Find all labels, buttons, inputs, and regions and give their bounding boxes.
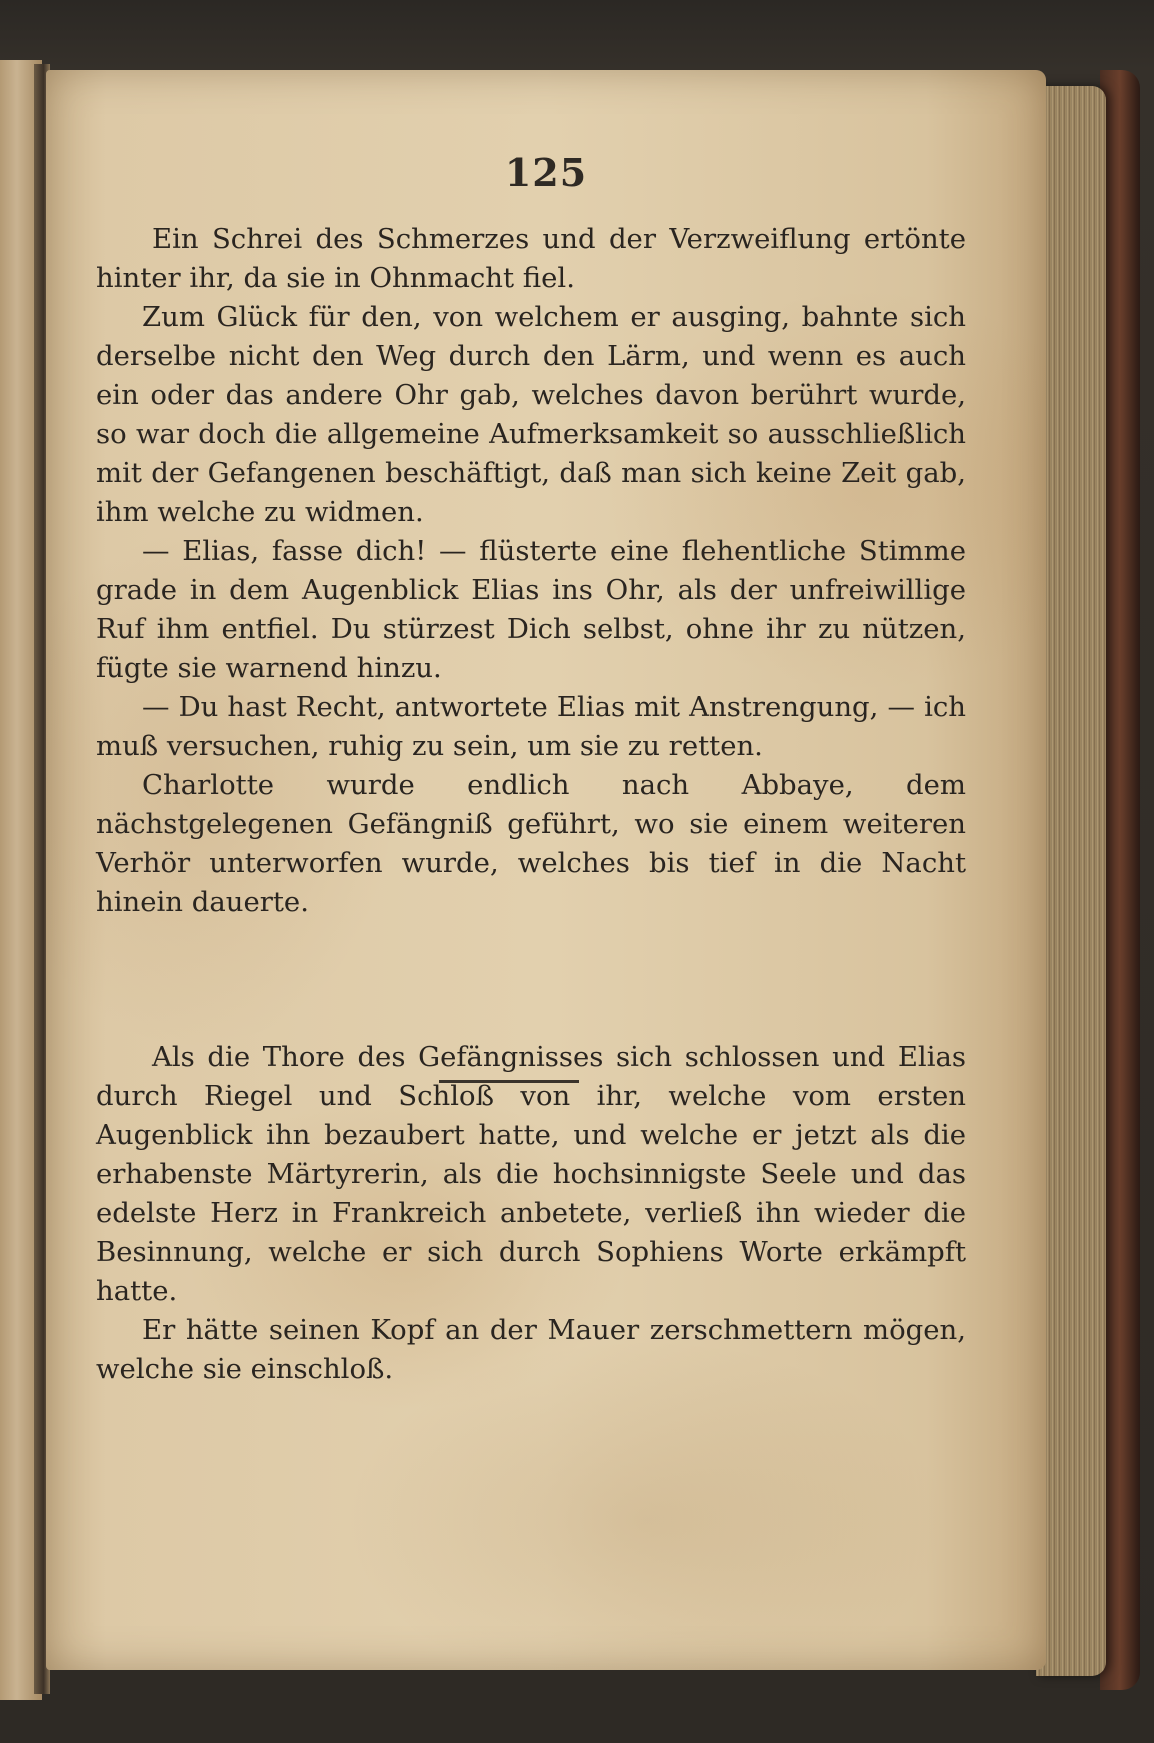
- paragraph: — Du hast Recht, antwortete Elias mit Anstrengung, — ich muß versuchen, ruhig zu sein, um sie zu retten.: [96, 691, 966, 762]
- paragraph: Charlotte wurde endlich nach Abbaye, dem nächstgelegenen Gefängniß geführt, wo sie einem weiteren Verhör unterworfen wurde, welches bis tief in die Nacht hinein dauerte.: [96, 769, 966, 918]
- text-section-1: [96, 220, 966, 922]
- text-section-2: [96, 1038, 966, 1389]
- page-number: 125: [504, 150, 588, 195]
- paragraph: Als die Thore des Gefängnisses sich schlossen und Elias durch Riegel und Schloß von ihr, welche vom ersten Augenblick ihn bezaubert hatte, und welche er jetzt als die erhabenste Märtyrerin, als die hochsinnigste Seele und das edelste Herz in Frankreich anbetete, verließ ihn wieder die Besinnung, welche er sich durch Sophiens Worte erkämpft hatte.: [96, 1041, 966, 1307]
- paragraph: Er hätte seinen Kopf an der Mauer zerschmettern mögen, welche sie einschloß.: [96, 1314, 966, 1385]
- paragraph: — Elias, fasse dich! — flüsterte eine flehentliche Stimme grade in dem Augenblick Elias ins Ohr, als der unfreiwillige Ruf ihm entfiel. Du stürzest Dich selbst, ohne ihr zu nützen, fügte sie warnend hinzu.: [96, 535, 966, 684]
- page-stack-edge: [1036, 86, 1106, 1676]
- book-cover-edge: [1100, 70, 1140, 1690]
- paragraph: Ein Schrei des Schmerzes und der Verzweiflung ertönte hinter ihr, da sie in Ohnmacht fiel.: [96, 223, 966, 294]
- book-page: [46, 70, 1046, 1670]
- paragraph: Zum Glück für den, von welchem er ausging, bahnte sich derselbe nicht den Weg durch den Lärm, und wenn es auch ein oder das andere Ohr gab, welches davon berührt wurde, so war doch die allgemeine Aufmerksamkeit so ausschließlich mit der Gefangenen beschäftigt, daß man sich keine Zeit gab, ihm welche zu widmen.: [96, 301, 966, 528]
